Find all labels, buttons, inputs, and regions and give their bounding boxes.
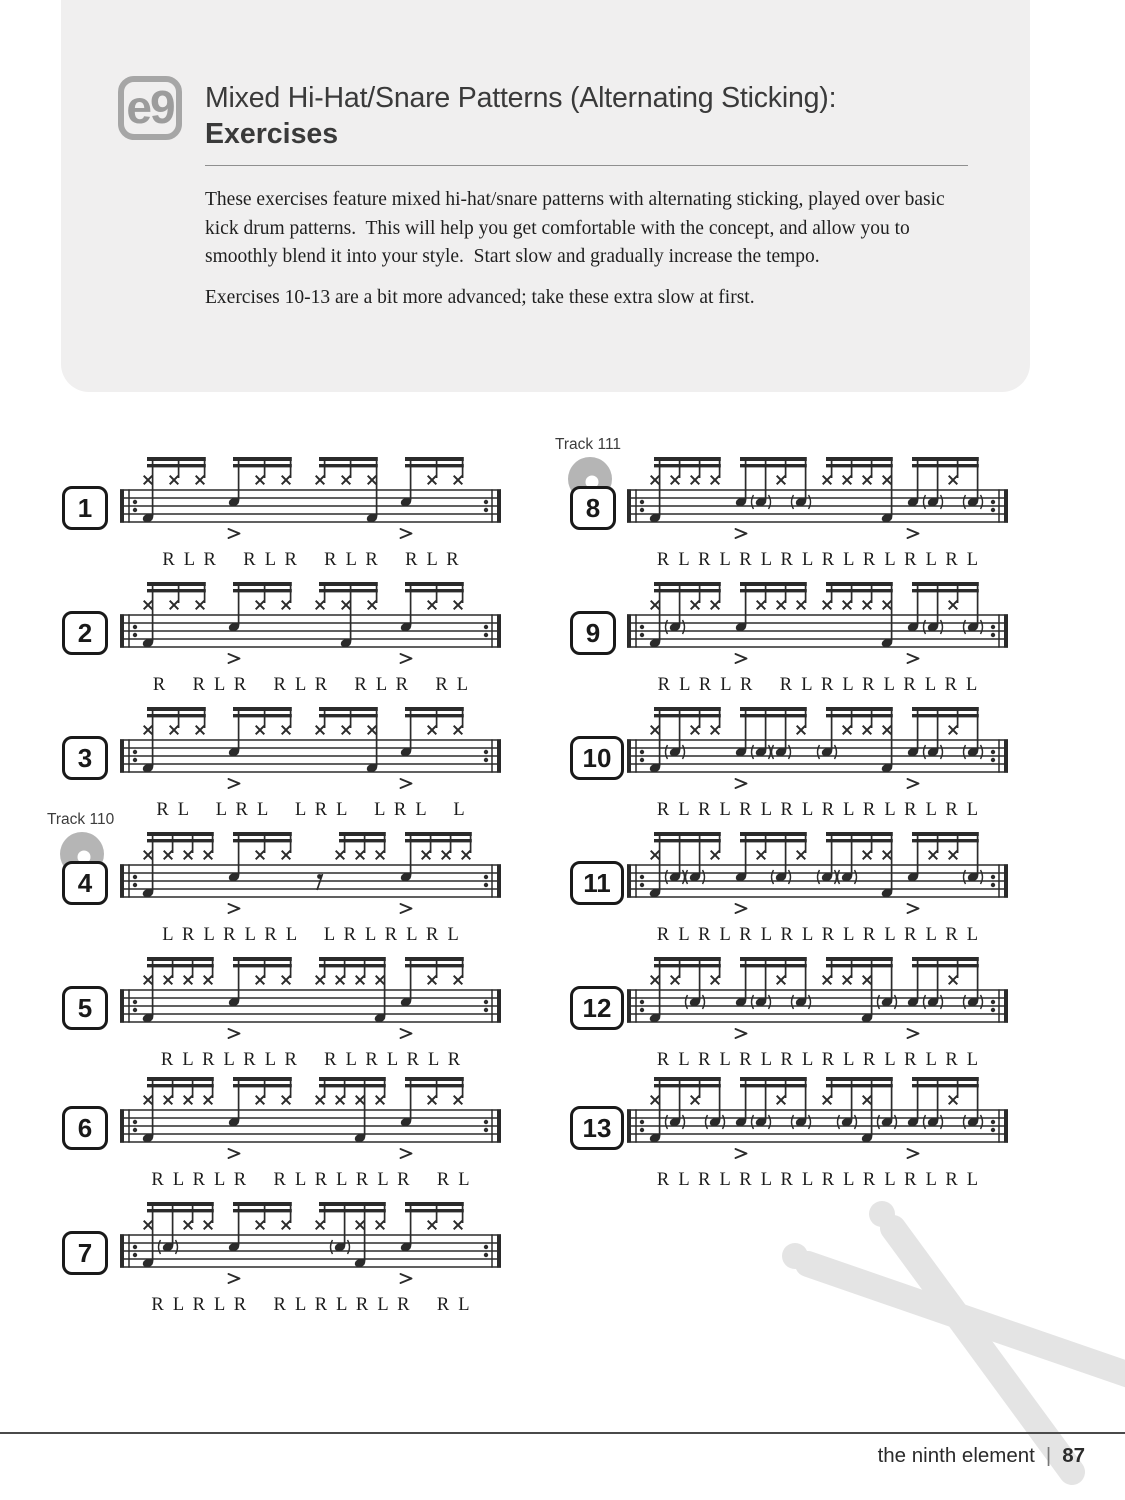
drum-notation-staff <box>625 704 1010 798</box>
exercise-number-badge: 5 <box>62 986 108 1030</box>
note-paragraph: Exercises 10-13 are a bit more advanced; take these extra slow at first. <box>205 287 755 308</box>
sticking-pattern: L R L R L R L L R L R L R L <box>162 925 459 945</box>
sticking-pattern: R L R L R L R R L R L R L R <box>160 1050 461 1070</box>
sticking-pattern: R L R L R L R L R L R L R L R L <box>656 925 979 945</box>
drum-notation-staff <box>118 579 503 673</box>
exercise-number-badge: 11 <box>570 861 624 905</box>
footer-rule <box>0 1432 1125 1434</box>
drum-notation-staff <box>118 1199 503 1293</box>
drum-notation-staff <box>625 829 1010 923</box>
drum-notation-staff <box>625 1074 1010 1168</box>
drum-notation-staff <box>625 954 1010 1048</box>
sticking-pattern: R L R L R L R L R L R L R L R L <box>656 1050 979 1070</box>
drum-notation-staff <box>118 454 503 548</box>
exercise-number-badge: 12 <box>570 986 624 1030</box>
sticking-pattern: R L R L R L R L R L R L R L R L <box>656 800 979 820</box>
drum-notation-staff <box>625 454 1010 548</box>
sticking-pattern: R L R L R R L R L R L R L R L <box>657 675 978 695</box>
sticking-pattern: R L R L R R L R L R L R R L <box>151 1170 470 1190</box>
sticking-pattern: R L R L R L R L R L R L R L R L <box>656 550 979 570</box>
footer-brand: the ninth element <box>877 1444 1035 1467</box>
exercise-number-badge: 1 <box>62 486 108 530</box>
footer-page-number: 87 <box>1062 1444 1085 1467</box>
e9-logo-text: e9 <box>126 81 174 133</box>
sticking-pattern: R L R L R L R L R L R L R L R L <box>656 1170 979 1190</box>
drum-notation-staff <box>625 579 1010 673</box>
page-subtitle: Exercises <box>205 118 339 150</box>
track-label: Track 111 <box>555 436 622 453</box>
page-title: Mixed Hi-Hat/Snare Patterns (Alternating Sticking): <box>205 82 837 114</box>
footer <box>878 1444 1085 1468</box>
exercise-number-badge: 9 <box>570 611 616 655</box>
exercise-number-badge: 2 <box>62 611 108 655</box>
exercise-number-badge: 8 <box>570 486 616 530</box>
drum-notation-staff <box>118 1074 503 1168</box>
sticking-pattern: R L R R L R R L R R L R <box>162 550 459 570</box>
sticking-pattern: R L L R L L R L L R L L <box>156 800 465 820</box>
header-panel <box>61 0 1030 392</box>
drum-notation-staff <box>118 829 503 923</box>
footer-divider: | <box>1045 1444 1052 1467</box>
exercise-number-badge: 6 <box>62 1106 108 1150</box>
exercise-number-badge: 4 <box>62 861 108 905</box>
sticking-pattern: R L R L R R L R L R L R R L <box>151 1295 470 1315</box>
exercise-number-badge: 7 <box>62 1231 108 1275</box>
drum-notation-staff <box>118 954 503 1048</box>
exercise-number-badge: 3 <box>62 736 108 780</box>
exercise-number-badge: 10 <box>570 736 624 780</box>
intro-paragraph: These exercises feature mixed hi-hat/snare patterns with alternating sticking, played over basic kick drum patterns. This will help you get comfortable with the concept, and allow you to smoothly blend it into your style. Start slow and gradually increase the tempo. <box>205 189 950 268</box>
drum-notation-staff <box>118 704 503 798</box>
e9-logo-icon <box>118 76 182 140</box>
exercise-number-badge: 13 <box>570 1106 624 1150</box>
track-label: Track 110 <box>47 811 115 828</box>
title-divider <box>205 165 968 166</box>
sticking-pattern: R R L R R L R R L R R L <box>152 675 469 695</box>
